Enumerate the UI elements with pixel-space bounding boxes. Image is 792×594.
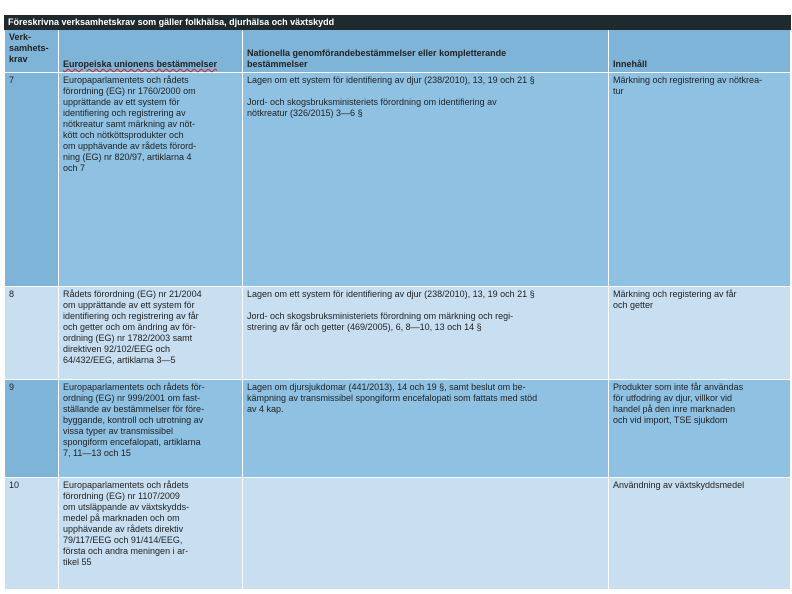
row-eu: [59, 478, 243, 590]
header-eu: [59, 30, 243, 73]
header-national: [243, 30, 609, 73]
row-eu-text: Rådets förordning (EG) nr 21/2004 om upprättande av ett system för identifiering och registrering av får och getter och om ändring av för- ordning (EG) nr 1782/2003 samt direktiven 92/102/EEG och 64/432/EEG, artiklarna 3—5: [63, 289, 202, 365]
row-national: [243, 380, 609, 478]
row-national: [243, 478, 609, 590]
row-national: [243, 287, 609, 380]
row-national: [243, 73, 609, 287]
row-national-text-1: Lagen om ett system för identifiering av djur (238/2010), 13, 19 och 21 §: [247, 75, 535, 85]
row-code: 9: [5, 380, 59, 478]
row-code: 8: [5, 287, 59, 380]
row-code: 10: [5, 478, 59, 590]
table-row: [5, 287, 791, 380]
row-eu-text: Europaparlamentets och rådets förordning (EG) nr 1760/2000 om upprättande av ett system för identifiering och registrering av nötkreatur samt märkning av nöt- kött och nötköttsprodukter och om upphävande av rådets förord- ning (EG) nr 820/97, artiklarna 4 och 7: [63, 75, 197, 173]
row-content: [609, 380, 791, 478]
row-eu-text: Europaparlamentets och rådets för- ordning (EG) nr 999/2001 om fast- ställande av bestämmelser för före- byggande, kontroll och utrotning av vissa typer av transmissibel spongiform encefalopati, artiklarna 7, 11—13 och 15: [63, 382, 205, 458]
row-eu: [59, 380, 243, 478]
row-national-text-1: Lagen om ett system för identifiering av djur (238/2010), 13, 19 och 21 §: [247, 289, 535, 299]
header-code: [5, 30, 59, 73]
row-content-text: Produkter som inte får användas för utfodring av djur, villkor vid handel på den inre marknaden och vid import, TSE sjukdom: [613, 382, 744, 425]
row-eu: [59, 73, 243, 287]
table-row: [5, 380, 791, 478]
header-national-text: Nationella genomförandebestämmelser eller kompletterande bestämmelser: [247, 48, 507, 69]
row-content-text: Märkning och registrering av nötkrea- tur: [613, 75, 763, 96]
row-eu: [59, 287, 243, 380]
row-code: 7: [5, 73, 59, 287]
table-title: Föreskrivna verksamhetskrav som gäller folkhälsa, djurhälsa och växtskydd: [5, 16, 791, 30]
row-content: [609, 478, 791, 590]
row-content-text: Användning av växtskyddsmedel: [613, 480, 745, 490]
table-row: [5, 73, 791, 287]
row-national-text-2: Jord- och skogsbruksministeriets förordning om identifiering av nötkreatur (326/2015) 3—6 §: [247, 97, 497, 118]
row-national-text-1: Lagen om djursjukdomar (441/2013), 14 och 19 §, samt beslut om be- kämpning av transmissibel spongiform encefalopati som fattats med stöd av 4 kap.: [247, 382, 538, 414]
header-eu-text: Europeiska unionens bestämmelser: [63, 59, 218, 69]
header-content: [609, 30, 791, 73]
table-title-row: [5, 16, 791, 30]
requirements-table: [4, 15, 791, 590]
table-row: [5, 478, 791, 590]
table-header-row: [5, 30, 791, 73]
row-content: [609, 73, 791, 287]
row-eu-text: Europaparlamentets och rådets förordning (EG) nr 1107/2009 om utsläppande av växtskydds- medel på marknaden och om upphävande av rådets direktiv 79/117/EEG och 91/414/EEG, första och andra meningen i ar- tikel 55: [63, 480, 190, 567]
row-content: [609, 287, 791, 380]
row-national-text-2: Jord- och skogsbruksministeriets förordning om märkning och regi- strering av får och getter (469/2005), 6, 8—10, 13 och 14 §: [247, 311, 514, 332]
header-code-text: Verk- samhets- krav: [9, 32, 49, 64]
header-content-text: Innehåll: [613, 59, 648, 69]
row-content-text: Märkning och registering av får och getter: [613, 289, 737, 310]
